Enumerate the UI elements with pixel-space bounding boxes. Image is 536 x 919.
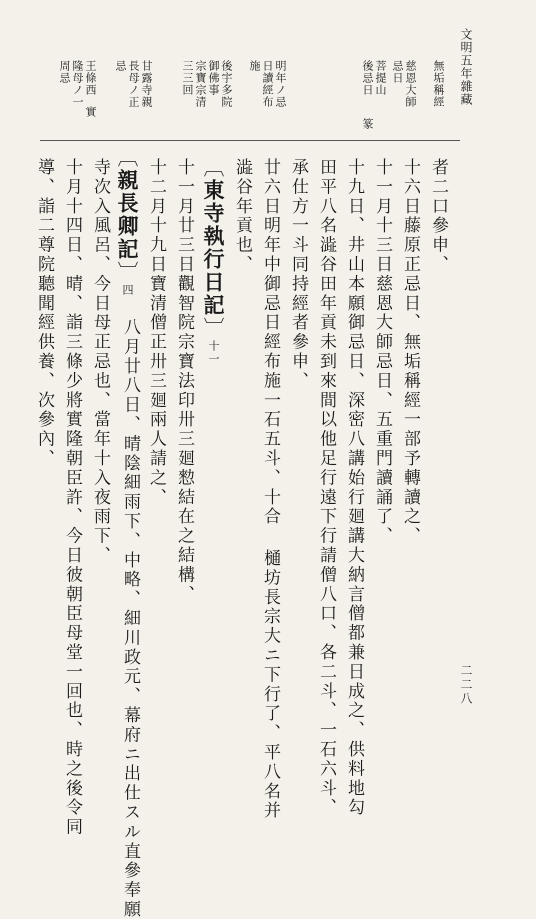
- body-line: 十二月十九日寶清僧正卅三廻兩人請之、: [146, 158, 166, 508]
- margin-note: 長母ノ正: [127, 60, 140, 108]
- margin-note: 隆母ノ一: [71, 60, 84, 108]
- margin-note: 王條西: [84, 60, 97, 96]
- body-line: 者二口參申、: [428, 158, 448, 275]
- body-line: 八月廿八日、晴陰細雨下、中略、細川政元、幕府ニ出仕スル直參奉願: [120, 318, 140, 919]
- body-line: 廿六日明年中御忌日經布施一石五斗、十合 樋坊長宗大ニ下行了、平八名并: [260, 158, 280, 821]
- body-line: 澁谷年貢也、: [232, 158, 252, 275]
- body-line: 承仕方一斗同持經者參申、: [288, 158, 308, 391]
- margin-note: 篆: [361, 118, 374, 130]
- section-title: 親長卿記: [115, 169, 140, 261]
- margin-note: 甘露寺親: [140, 60, 153, 108]
- section-head: 〔東寺執行日記〕十一: [201, 156, 226, 366]
- section-head: 〔親長卿記〕四: [115, 146, 140, 297]
- margin-note: 三三回: [181, 60, 194, 96]
- body-line: 寺次入風呂、今日母正忌也、當年十入夜雨下、: [90, 158, 110, 566]
- margin-note: 周忌: [58, 60, 71, 84]
- body-line: 十六日藤原正忌日、無垢稱經一部予轉讀之、: [400, 158, 420, 546]
- body-line: 田平八名澁谷田年貢未到來間以他足行遠下行請僧八口、各二斗、一石六斗、: [316, 158, 336, 818]
- body-line: 十一月廿三日觀智院宗寶法印卅三廻愸結在之結構、: [174, 158, 194, 605]
- margin-note: 御佛事: [207, 60, 220, 96]
- margin-note: 實: [84, 106, 97, 118]
- running-head: 文明五年雜藏: [459, 28, 473, 106]
- section-number: 十一: [207, 340, 220, 366]
- margin-note: 無垢稱經: [432, 60, 445, 108]
- margin-note: 施: [248, 60, 261, 72]
- top-rule: [40, 140, 460, 141]
- margin-note: 慈恩大師: [404, 60, 417, 108]
- page-number: 二二八: [459, 664, 473, 706]
- margin-note: 菩提山: [374, 60, 387, 96]
- margin-note: 宗寶宗清: [194, 60, 207, 108]
- section-number: 四: [121, 284, 134, 297]
- margin-note: 明年ノ忌: [274, 60, 287, 108]
- margin-note: 後忌日: [361, 60, 374, 96]
- margin-note: 後宇多院: [220, 60, 233, 108]
- body-line: 十九日、井山本願御忌日、深密八講始行廻講大納言僧都兼日成之、供料地勾: [344, 158, 364, 818]
- body-line: 十一月十三日慈恩大師忌日、五重門讀誦了、: [372, 158, 392, 546]
- section-title: 東寺執行日記: [201, 179, 226, 317]
- margin-note: 忌: [114, 60, 127, 72]
- margin-note: 日讀經布: [261, 60, 274, 108]
- margin-note: 忌日: [391, 60, 404, 84]
- body-line: 十月十四日、晴、詣三條少將實隆朝臣許、今日彼朝臣母堂一回也、時之後令同: [62, 158, 82, 837]
- body-line: 導、詣二尊院聽聞經供養、次參內、: [34, 158, 54, 469]
